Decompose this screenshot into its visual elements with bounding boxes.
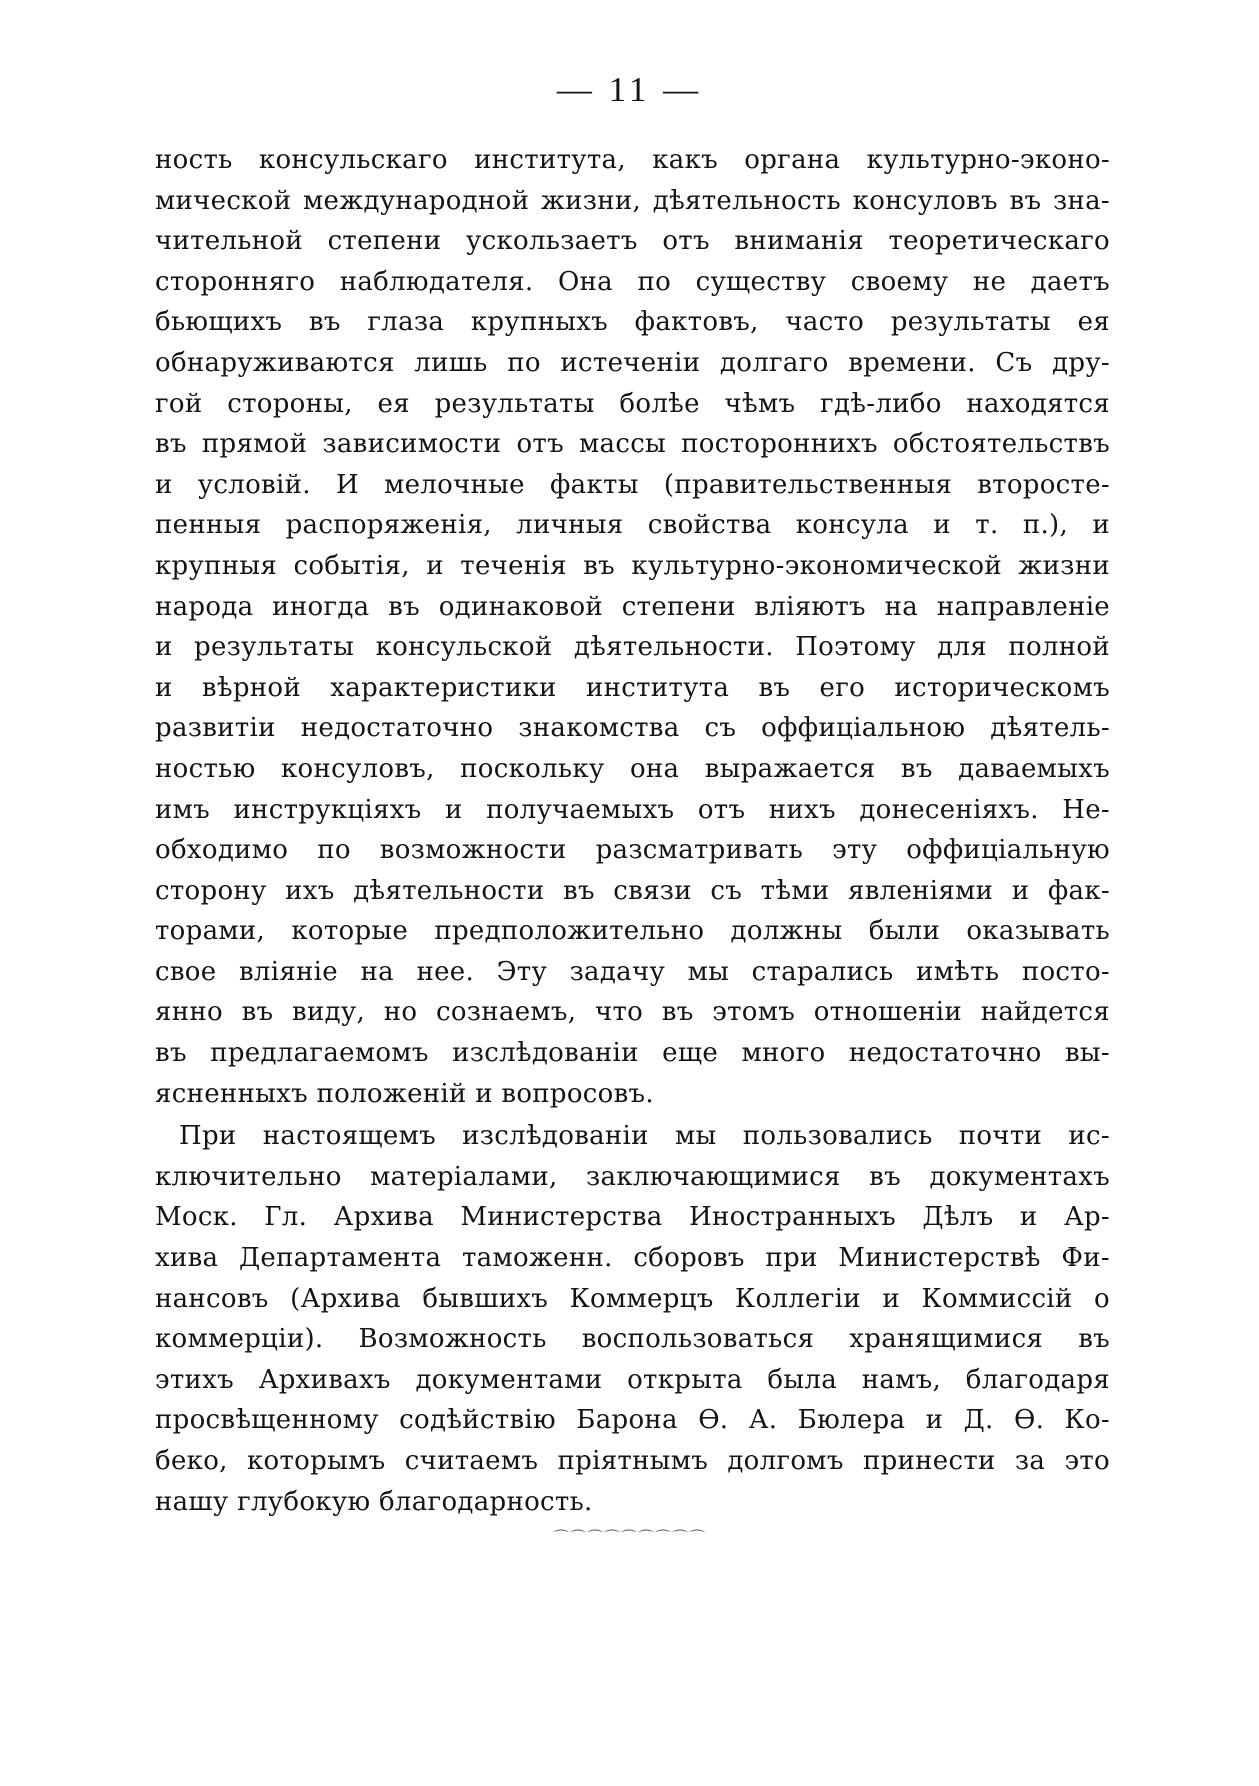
text-line: въ прямой зависимости отъ массы постороннихъ обстоятельствъ (155, 429, 1110, 460)
text-line: Моск. Гл. Архива Министерства Иностранныхъ Дѣлъ и Ар- (155, 1202, 1110, 1233)
text-line: свое вліяніе на нее. Эту задачу мы старались имѣть посто- (155, 956, 1110, 987)
text-line: и условій. И мелочные факты (правительственныя второсте- (155, 469, 1110, 500)
text-line: гой стороны, ея результаты болѣе чѣмъ гдѣ-либо находятся (155, 388, 1110, 419)
text-line: и вѣрной характеристики института въ его историческомъ (155, 672, 1110, 703)
text-line: крупныя событія, и теченія въ культурно-экономической жизни (155, 550, 1110, 581)
text-line: просвѣщенному содѣйствію Барона Ѳ. А. Бюлера и Д. Ѳ. Ко- (155, 1405, 1110, 1436)
text-line: народа иногда въ одинаковой степени вліяютъ на направленіе (155, 591, 1110, 622)
text-line: развитіи недостаточно знакомства съ оффиціальною дѣятель- (155, 713, 1110, 744)
text-line: имъ инструкціяхъ и получаемыхъ отъ нихъ донесеніяхъ. Не- (155, 794, 1110, 825)
paragraph (155, 140, 1110, 1114)
text-block (155, 140, 1110, 1522)
text-line: и результаты консульской дѣятельности. Поэтому для полной (155, 632, 1110, 663)
text-line: ключительно матеріалами, заключающимися въ документахъ (155, 1161, 1110, 1192)
text-line: сторонняго наблюдателя. Она по существу своему не даетъ (155, 266, 1110, 297)
text-line: въ предлагаемомъ изслѣдованіи еще много недостаточно вы- (155, 1038, 1110, 1069)
text-line: ясненныхъ положеній и вопросовъ. (155, 1078, 654, 1109)
text-line: обходимо по возможности разсматривать эту оффиціальную (155, 835, 1110, 866)
text-line: бьющихъ въ глаза крупныхъ фактовъ, часто результаты ея (155, 307, 1110, 338)
text-line: мической международной жизни, дѣятельность консуловъ въ зна- (155, 185, 1110, 216)
text-line: пенныя распоряженія, личныя свойства консула и т. п.), и (155, 510, 1110, 541)
text-line: хива Департамента таможенн. сборовъ при Министерствѣ Фи- (155, 1243, 1110, 1274)
text-line: чительной степени ускользаетъ отъ вниманія теоретическаго (155, 226, 1110, 257)
page-number: — 11 — (556, 70, 703, 109)
text-line: торами, которые предположительно должны были оказывать (155, 916, 1110, 947)
text-line: беко, которымъ считаемъ пріятнымъ долгомъ принести за это (155, 1446, 1110, 1476)
text-line: коммерціи). Возможность воспользоваться хранящимися въ (155, 1324, 1110, 1355)
text-line: этихъ Архивахъ документами открыта была намъ, благодаря (155, 1364, 1110, 1395)
text-line: При настоящемъ изслѣдованіи мы пользовались почти ис- (179, 1121, 1110, 1152)
text-line: нансовъ (Архива бывшихъ Коммерцъ Коллегіи и Коммиссій о (155, 1283, 1110, 1314)
text-line: нашу глубокую благодарность. (155, 1486, 593, 1517)
paragraph (155, 1116, 1110, 1522)
text-line: ностью консуловъ, поскольку она выражается въ даваемыхъ (155, 753, 1110, 784)
text-line: сторону ихъ дѣятельности въ связи съ тѣми явленіями и фак- (155, 875, 1110, 906)
text-line: обнаруживаются лишь по истеченіи долгаго времени. Съ дру- (155, 347, 1110, 378)
text-line: янно въ виду, но сознаемъ, что въ этомъ отношеніи найдется (155, 997, 1110, 1028)
end-ornament: ⌒⌒⌒⌒⌒⌒⌒⌒⌒ (552, 1528, 706, 1547)
text-line: ность консульскаго института, какъ органа культурно-эконо- (155, 145, 1110, 175)
